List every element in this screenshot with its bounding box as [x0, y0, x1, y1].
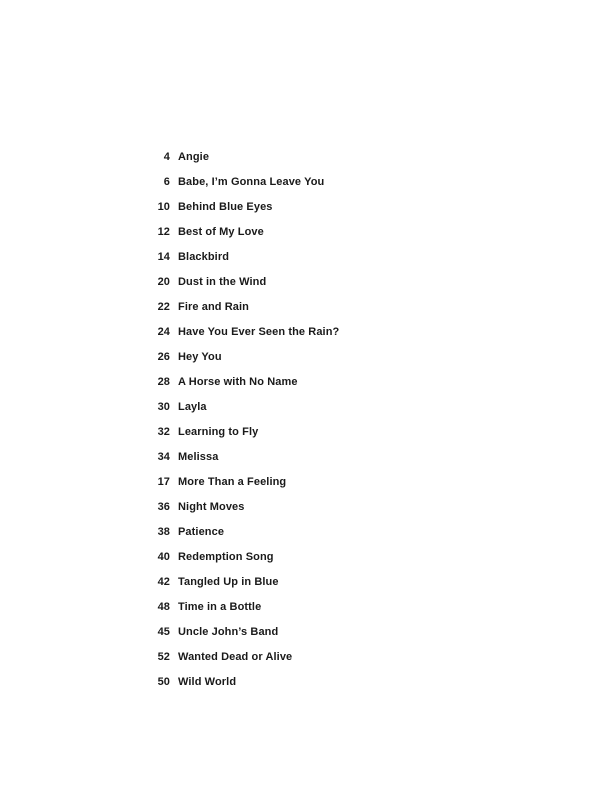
toc-page-number: 48 — [157, 600, 170, 613]
toc-song-title: A Horse with No Name — [178, 375, 298, 388]
toc-page-number: 10 — [157, 200, 170, 213]
toc-song-title: Patience — [178, 525, 225, 538]
toc-page-number: 50 — [157, 675, 170, 688]
toc-entry — [0, 219, 600, 244]
toc-page-number: 36 — [157, 500, 170, 513]
toc-entry — [0, 144, 600, 169]
toc-song-title: Wanted Dead or Alive — [178, 650, 293, 663]
toc-song-title: Blackbird — [178, 250, 230, 263]
toc-page-number: 38 — [157, 525, 170, 538]
toc-page-number: 30 — [157, 400, 170, 413]
toc-page-number: 52 — [157, 650, 170, 663]
toc-entry — [0, 469, 600, 494]
toc-page-number: 24 — [157, 325, 170, 338]
toc-page-number: 32 — [157, 425, 170, 438]
toc-page-number: 22 — [157, 300, 170, 313]
toc-entry — [0, 444, 600, 469]
toc-song-title: Babe, I’m Gonna Leave You — [178, 175, 325, 188]
toc-page-number: 12 — [157, 225, 170, 238]
toc-song-title: Melissa — [178, 450, 219, 463]
toc-page-number: 45 — [157, 625, 170, 638]
toc-song-title: Dust in the Wind — [178, 275, 267, 288]
toc-entry — [0, 544, 600, 569]
toc-song-title: Time in a Bottle — [178, 600, 262, 613]
toc-song-title: Layla — [178, 400, 207, 413]
toc-entry — [0, 294, 600, 319]
toc-page-number: 34 — [157, 450, 170, 463]
toc-entry — [0, 644, 600, 669]
toc-page-number: 40 — [157, 550, 170, 563]
toc-song-title: Fire and Rain — [178, 300, 249, 313]
toc-entry — [0, 244, 600, 269]
toc-song-title: Best of My Love — [178, 225, 264, 238]
toc-song-title: Redemption Song — [178, 550, 274, 563]
toc-song-title: Hey You — [178, 350, 222, 363]
toc-song-title: Behind Blue Eyes — [178, 200, 273, 213]
toc-entry — [0, 269, 600, 294]
toc-entry — [0, 569, 600, 594]
toc-song-title: Uncle John’s Band — [178, 625, 279, 638]
toc-entry — [0, 194, 600, 219]
toc-entry — [0, 369, 600, 394]
toc-page-number: 14 — [157, 250, 170, 263]
toc-song-title: Have You Ever Seen the Rain? — [178, 325, 340, 338]
toc-entry — [0, 394, 600, 419]
toc-entry — [0, 494, 600, 519]
toc-song-title: Night Moves — [178, 500, 245, 513]
toc-entry — [0, 419, 600, 444]
toc-page-number: 26 — [157, 350, 170, 363]
table-of-contents — [0, 144, 600, 694]
toc-entry — [0, 619, 600, 644]
toc-entry — [0, 519, 600, 544]
toc-entry — [0, 344, 600, 369]
toc-entry — [0, 319, 600, 344]
toc-song-title: Learning to Fly — [178, 425, 259, 438]
toc-page-number: 28 — [157, 375, 170, 388]
toc-page-number: 6 — [163, 175, 170, 188]
toc-song-title: Wild World — [178, 675, 237, 688]
toc-entry — [0, 669, 600, 694]
toc-entry — [0, 594, 600, 619]
toc-song-title: Tangled Up in Blue — [178, 575, 279, 588]
toc-song-title: More Than a Feeling — [178, 475, 287, 488]
toc-song-title: Angie — [178, 150, 210, 163]
toc-page-number: 17 — [157, 475, 170, 488]
toc-page-number: 4 — [163, 150, 170, 163]
toc-entry — [0, 169, 600, 194]
toc-page-number: 42 — [157, 575, 170, 588]
toc-page-number: 20 — [157, 275, 170, 288]
